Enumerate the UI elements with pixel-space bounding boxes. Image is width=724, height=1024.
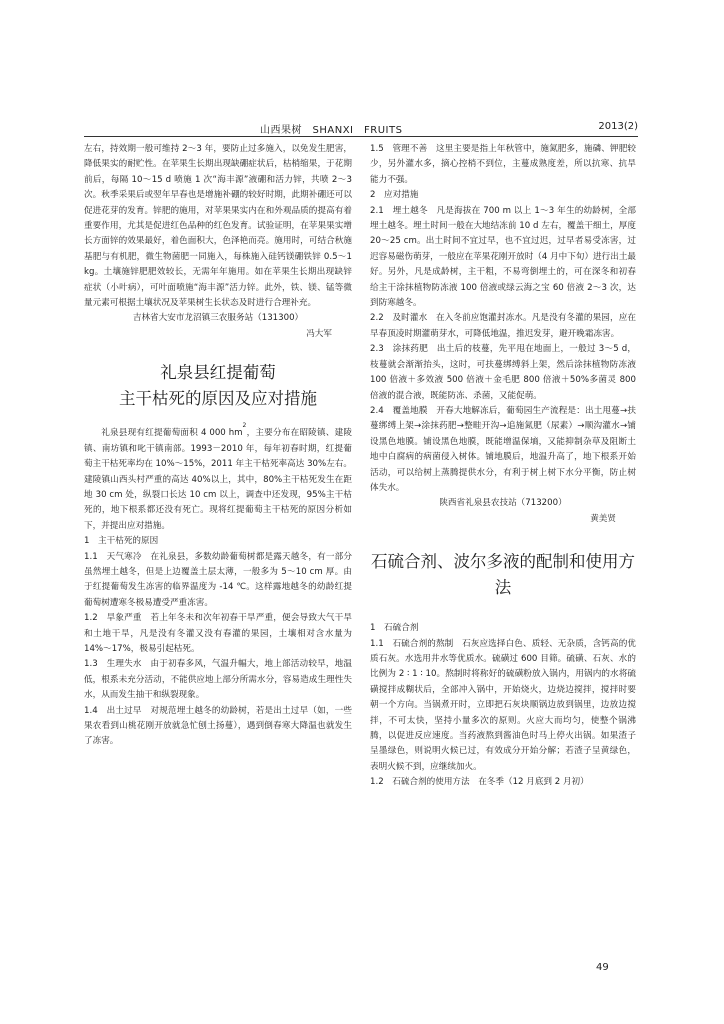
- page-number: 49: [596, 962, 609, 973]
- paragraph: 1.1 天气寒冷 在礼泉县，多数幼龄葡萄树都是露天越冬，有一部分虽然埋土越冬，但是上边覆盖土层太薄，一般多为 5～10 cm 厚。由于红提葡萄发生冻害的临界温度为 -14 ℃。这样露地越冬的幼龄红提葡萄树遭寒冬极易遭受严重冻害。: [84, 551, 352, 608]
- paragraph: 1.1 石硫合剂的熬制 石灰应选择白色、质轻、无杂质，含钙高的优质石灰。水选用井水等优质水。硫磺过 600 目筛。硫磺、石灰、水的比例为 2 ∶ 1 ∶ 10。熬制时将称好的硫磺粉放入锅内，用锅内的水将硫磺搅拌成糊状后，全部冲入锅中，开始烧火，边烧边搅拌，搅拌时要朝一个方向。当锅煮开时，立即把石灰块顺锅边放到锅里，边放边搅拌，不可太快，坚持小量多次的原则。火应大而均匀，使整个锅沸腾，以促进反应速度。当药液熬到酱油色时马上停火出锅。如果渣子呈墨绿色，则说明火候已过，有效成分开始分解；若渣子呈黄绿色，表明火候不到，应继续加火。: [370, 638, 636, 772]
- section-heading: 1 主干枯死的原因: [84, 536, 159, 547]
- right-column: [370, 142, 636, 791]
- intro-paragraph: [84, 422, 352, 534]
- article-title: 石硫合剂、波尔多液的配制和使用方法: [371, 552, 635, 598]
- affiliation: 吉林省大安市龙沼镇三农服务站（131300）: [132, 313, 304, 324]
- paragraph: 2.4 覆盖地膜 开春大地解冻后，葡萄园生产流程是：出土甩蔓→扶蔓绑缚上架→涂抹药肥→整畦开沟→追施氮肥（尿素）→顺沟灌水→铺设黑色地膜。铺设黑色地膜，既能增温保墒，又能抑制杂草及阻断土地中白腐病的病菌侵入树体。铺地膜后，地温升高了，地下根系开始活动，可以给树上蒸腾提供水分，有利于树上树下水分平衡，防止树体失水。: [370, 405, 636, 493]
- article-title-line: 礼泉县红提葡萄: [160, 363, 276, 383]
- paragraph: 1.2 旱象严重 若上年冬未和次年初春干旱严重，便会导致大气干旱和土地干旱，凡是没有冬灌又没有春灌的果园，土壤相对含水量为 14%～17%，极易引起枯死。: [84, 613, 352, 654]
- paragraph: 1.5 管理不善 这里主要是指上年秋管中，施氮肥多，施磷、钾肥较少，另外灌水多，摘心控梢不到位，主蔓成熟度差，所以抗寒、抗旱能力不强。: [370, 144, 636, 185]
- section-heading: 1 石硫合剂: [370, 623, 419, 634]
- article-title: [84, 360, 352, 412]
- intro-text: 礼泉县现有红提葡萄面积 4 000 hm: [101, 428, 243, 439]
- paragraph: 2.3 涂抹药肥 出土后的枝蔓，先平甩在地面上，一般过 3～5 d，枝蔓就会渐渐抬头，这时，可扶蔓绑缚斜上架，然后涂抹植物防冻液 100 倍液＋多效液 500 倍液＋金毛肥 800 倍液＋50%多菌灵 800 倍液的混合液，既能防冻、杀菌，又能促萌。: [370, 344, 636, 401]
- superscript: 2: [242, 422, 247, 430]
- issue-number: 2013(2): [598, 121, 638, 132]
- paragraph: 1.2 石硫合剂的使用方法 在冬季（12 月底到 2 月初）: [370, 777, 589, 788]
- author: 黄美贤: [590, 513, 616, 524]
- continued-paragraph: 左右，持效期一般可维持 2～3 年，要防止过多施入，以免发生肥害，降低果实的耐贮性。在苹果生长期出现缺硼症状后，枯梢缩果，于花期前后，每隔 10～15 d 喷施 1 次“海丰源”液硼和活力锌，共喷 2～3 次。秋季采果后或翌年早春也是增施补硼的较好时期，此期补硼还可以促进花芽的发育。锌肥的施用，对苹果果实内在和外观品质的提高有着重要作用，尤其是促进红色品种的红色发育。试验证明，在苹果果实增长方面锌的效果最好，着色面积大，色泽艳而亮。施用时，可结合秋施基肥与有机肥，微生物菌肥一同施入，每株施入硅钙镁硼铁锌 0.5～1 kg。土壤施锌肥肥效较长，无需年年施用。如在苹果生长期出现缺锌症状（小叶病），可叶面喷施“海丰源”活力锌。此外，铁、镁、锰等微量元素可根据土壤状况及苹果树生长状态及时进行合理补充。: [84, 144, 352, 309]
- left-column: [84, 142, 352, 750]
- paragraph: 1.4 出土过早 对规范埋土越冬的幼龄树，若是出土过早（如，一些果农看到山桃花刚开放就急忙刨土扬蔓），遇到倒春寒大降温也就发生了冻害。: [84, 705, 352, 747]
- section-heading: 2 应对措施: [370, 190, 419, 201]
- paragraph: 2.2 及时灌水 在入冬前应饱灌封冻水。凡是没有冬灌的果园，应在早春顶凌时期灌萌芽水，可降低地温，推迟发芽，避开晚霜冻害。: [370, 313, 636, 339]
- article-title-line: 主干枯死的原因及应对措施: [119, 389, 317, 409]
- intro-text: ，主要分布在昭陵镇、建陵镇、南坊镇和叱干镇南部。1993－2010 年，每年初春时期，红提葡萄主干枯死率均在 10%～15%，2011 年主干枯死率高达 30%左右。建陵镇山西头村严重的高达 40%以上，其中，80%主干枯死发生在距地 30 cm 处，纵裂口长达 10 cm 以上，调查中还发现，95%主干枯死的，地下根系都还没有死亡。现将红提葡萄主干枯死的原因分析如下，并提出应对措施。: [84, 428, 352, 531]
- paragraph: 2.1 埋土越冬 凡是海拔在 700 m 以上 1～3 年生的幼龄树，全部埋土越冬。埋土时间一般在大地结冻前 10 d 左右，覆盖干细土，厚度 20～25 cm。出土时间不宜过早，也不宜过迟，过早者易受冻害，过迟容易磁伤萌芽，一般应在苹果花刚开放时（4 月中下旬）进行出土最好。另外，凡是成龄树，主干粗，不易弯倒埋土的，可在深冬和初春给主干涂抹植物防冻液 100 倍液或绿云海之宝 60 倍液 2～3 次，达到防寒越冬。: [370, 205, 637, 309]
- affiliation: 陕西省礼泉县农技站（713200）: [439, 498, 567, 509]
- author: 冯大军: [306, 328, 332, 339]
- paragraph: 1.3 生理失水 由于初春多风，气温升幅大，地上部活动较早，地温低，根系未充分活动，不能供应地上部分所需水分，容易造成生理性失水，从而发生抽干和纵裂现象。: [84, 659, 352, 701]
- journal-title: 山西果树 SHANXI FRUITS: [260, 125, 403, 136]
- running-header: [84, 118, 638, 137]
